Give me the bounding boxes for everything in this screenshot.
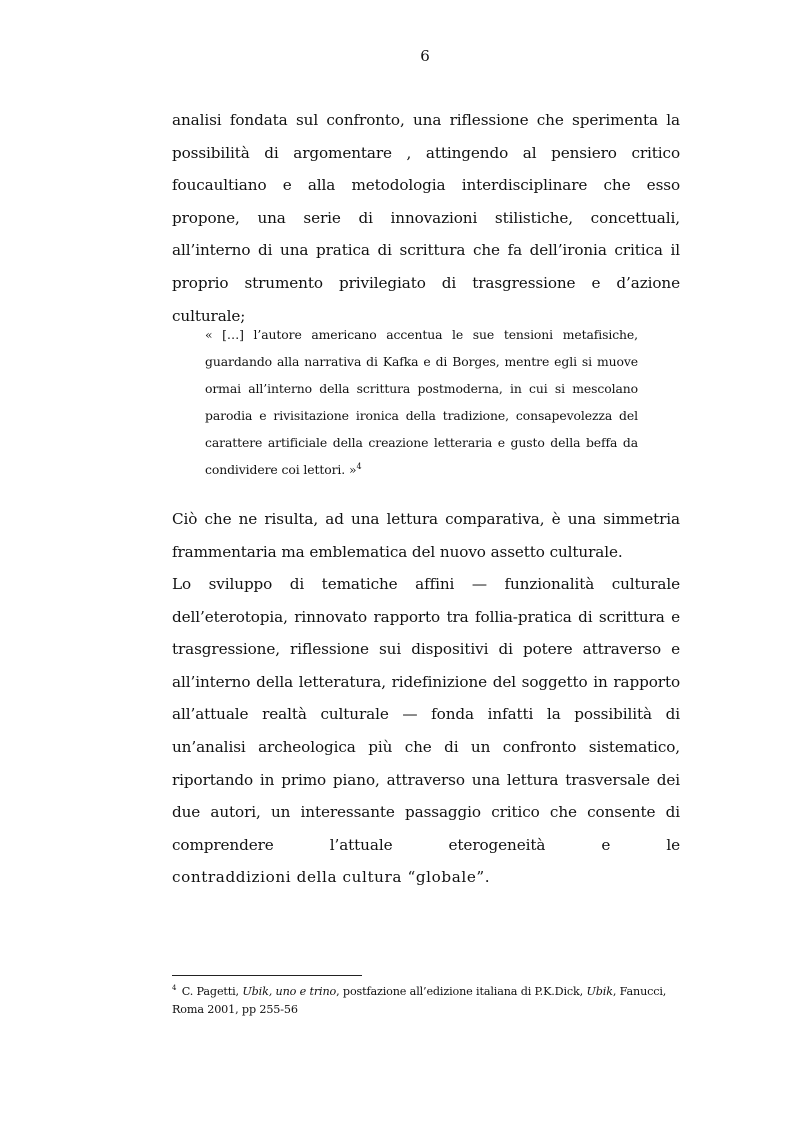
paragraph-text: Lo sviluppo di tematiche affini — funzionalità culturale dell’eterotopia, rinnovato rapporto tra follia-pratica di scrittura e trasgressione, riflessione sui dispositivi di potere attraverso e all’interno della letteratura, ridefinizione del soggetto in rapporto all’attuale realtà culturale — fonda infatti la possibilità di un’analisi archeologica più che di un confronto sistematico, riportando in primo piano, attraverso una lettura trasversale dei due autori, un interessante passaggio critico che consente di comprendere l’attuale eterogeneità e le [172,575,680,854]
body-paragraph: analisi fondata sul confronto, una riflessione che sperimenta la possibilità di argomentare , attingendo al pensiero critico foucaultiano e alla metodologia interdisciplinare che esso propone, una serie di innovazioni stilistiche, concettuali, all’interno di una pratica di scrittura che fa dell’ironia critica il proprio strumento privilegiato di trasgressione e d’azione culturale; [172,111,680,325]
quote-text: « […] l’autore americano accentua le sue tensioni metafisiche, guardando alla narrativa di Kafka e di Borges, mentre egli si muove ormai all’interno della scrittura postmoderna, in cui si mescolano parodia e rivisitazione ironica della tradizione, consapevolezza del carattere artificiale della creazione letteraria e gusto della beffa da condividere coi lettori. » [205,327,638,477]
paragraph-last-line: contraddizioni della cultura “globale”. [172,868,491,887]
footnote [172,983,684,1019]
footnote-middle: , postfazione all’edizione italiana di P.K.Dick, [336,985,587,998]
footnote-end: , Fanucci, Roma 2001, pp 255-56 [172,985,667,1016]
body-paragraph [172,568,680,894]
body-paragraph: Ciò che ne risulta, ad una lettura comparativa, è una simmetria frammentaria ma emblematica del nuovo assetto culturale. [172,510,680,561]
page-number: 6 [420,47,430,65]
footnote-author: C. Pagetti, [181,985,243,998]
footnote-reference: 4 [356,461,362,471]
block-quote [205,321,638,483]
footnote-mark: 4 [172,984,177,993]
footnote-book: Ubik [586,985,613,998]
footnote-title: Ubik, uno e trino [242,985,337,998]
footnote-separator [172,975,362,976]
